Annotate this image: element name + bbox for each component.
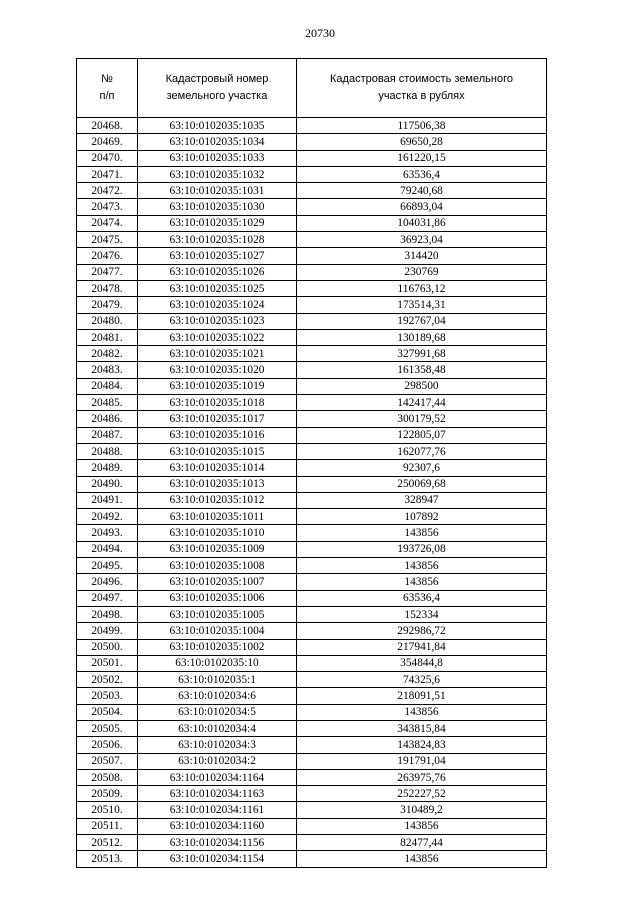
cadastral-number: 63:10:0102035:1 xyxy=(138,672,297,688)
cadastral-cost: 192767,04 xyxy=(297,313,547,329)
table-row xyxy=(77,623,547,639)
table-row xyxy=(77,215,547,231)
header-cadastral-number: Кадастровый номер земельного участка xyxy=(138,59,297,118)
header-number: № п/п xyxy=(77,59,138,118)
cadastral-cost: 63536,4 xyxy=(297,166,547,182)
table-row xyxy=(77,720,547,736)
cadastral-cost: 314420 xyxy=(297,248,547,264)
cadastral-cost: 230769 xyxy=(297,264,547,280)
cadastral-cost: 143824,83 xyxy=(297,737,547,753)
row-number: 20505. xyxy=(77,720,138,736)
row-number: 20478. xyxy=(77,280,138,296)
row-number: 20468. xyxy=(77,118,138,134)
table-row xyxy=(77,704,547,720)
cadastral-cost: 79240,68 xyxy=(297,183,547,199)
cadastral-cost: 310489,2 xyxy=(297,802,547,818)
cadastral-cost: 162077,76 xyxy=(297,443,547,459)
table-row xyxy=(77,509,547,525)
cadastral-number: 63:10:0102035:1033 xyxy=(138,150,297,166)
cadastral-number: 63:10:0102034:1163 xyxy=(138,786,297,802)
cadastral-cost: 263975,76 xyxy=(297,769,547,785)
row-number: 20471. xyxy=(77,166,138,182)
cadastral-cost: 217941,84 xyxy=(297,639,547,655)
cadastral-cost: 82477,44 xyxy=(297,835,547,851)
table-row xyxy=(77,737,547,753)
table-row xyxy=(77,525,547,541)
cadastral-cost: 343815,84 xyxy=(297,720,547,736)
cadastral-number: 63:10:0102035:1029 xyxy=(138,215,297,231)
cadastral-cost: 63536,4 xyxy=(297,590,547,606)
cadastral-number: 63:10:0102035:1007 xyxy=(138,574,297,590)
table-row xyxy=(77,280,547,296)
row-number: 20504. xyxy=(77,704,138,720)
table-row xyxy=(77,606,547,622)
row-number: 20480. xyxy=(77,313,138,329)
cadastral-cost: 252227,52 xyxy=(297,786,547,802)
table-row xyxy=(77,232,547,248)
cadastral-number: 63:10:0102034:1160 xyxy=(138,818,297,834)
row-number: 20469. xyxy=(77,134,138,150)
cadastral-cost: 300179,52 xyxy=(297,411,547,427)
row-number: 20502. xyxy=(77,672,138,688)
cadastral-cost: 122805,07 xyxy=(297,427,547,443)
cadastral-cost: 327991,68 xyxy=(297,346,547,362)
cadastral-number: 63:10:0102035:1002 xyxy=(138,639,297,655)
page-number: 20730 xyxy=(305,26,335,40)
cadastral-number: 63:10:0102035:1021 xyxy=(138,346,297,362)
cadastral-cost: 218091,51 xyxy=(297,688,547,704)
cadastral-cost: 117506,38 xyxy=(297,118,547,134)
row-number: 20495. xyxy=(77,558,138,574)
cadastral-number: 63:10:0102035:1006 xyxy=(138,590,297,606)
cadastral-cost: 292986,72 xyxy=(297,623,547,639)
table-row xyxy=(77,476,547,492)
table-row xyxy=(77,378,547,394)
row-number: 20491. xyxy=(77,492,138,508)
cadastral-number: 63:10:0102035:1025 xyxy=(138,280,297,296)
row-number: 20511. xyxy=(77,818,138,834)
cadastral-number: 63:10:0102034:4 xyxy=(138,720,297,736)
table-body xyxy=(77,118,547,868)
cadastral-number: 63:10:0102035:1018 xyxy=(138,395,297,411)
table-row xyxy=(77,574,547,590)
table-row xyxy=(77,183,547,199)
cadastral-number: 63:10:0102035:1024 xyxy=(138,297,297,313)
table-row xyxy=(77,786,547,802)
table-row xyxy=(77,199,547,215)
table-row xyxy=(77,818,547,834)
table-row xyxy=(77,835,547,851)
table-row xyxy=(77,150,547,166)
row-number: 20482. xyxy=(77,346,138,362)
cadastral-cost: 143856 xyxy=(297,818,547,834)
cadastral-cost: 92307,6 xyxy=(297,460,547,476)
cadastral-cost: 130189,68 xyxy=(297,329,547,345)
row-number: 20487. xyxy=(77,427,138,443)
cadastral-cost: 173514,31 xyxy=(297,297,547,313)
cadastral-cost: 143856 xyxy=(297,851,547,867)
row-number: 20489. xyxy=(77,460,138,476)
cadastral-number: 63:10:0102035:1027 xyxy=(138,248,297,264)
cadastral-cost: 250069,68 xyxy=(297,476,547,492)
cadastral-cost: 143856 xyxy=(297,574,547,590)
cadastral-number: 63:10:0102035:1019 xyxy=(138,378,297,394)
cadastral-number: 63:10:0102035:1034 xyxy=(138,134,297,150)
cadastral-cost: 191791,04 xyxy=(297,753,547,769)
cadastral-number: 63:10:0102035:1028 xyxy=(138,232,297,248)
row-number: 20500. xyxy=(77,639,138,655)
cadastral-number: 63:10:0102034:1154 xyxy=(138,851,297,867)
cadastral-number: 63:10:0102035:1004 xyxy=(138,623,297,639)
table-row xyxy=(77,688,547,704)
cadastral-number: 63:10:0102035:1022 xyxy=(138,329,297,345)
cadastral-cost: 298500 xyxy=(297,378,547,394)
cadastral-number: 63:10:0102034:2 xyxy=(138,753,297,769)
table-row xyxy=(77,655,547,671)
cadastral-number: 63:10:0102034:3 xyxy=(138,737,297,753)
row-number: 20486. xyxy=(77,411,138,427)
table-row xyxy=(77,329,547,345)
row-number: 20475. xyxy=(77,232,138,248)
table-row xyxy=(77,248,547,264)
cadastral-cost: 36923,04 xyxy=(297,232,547,248)
cadastral-number: 63:10:0102035:1008 xyxy=(138,558,297,574)
row-number: 20479. xyxy=(77,297,138,313)
row-number: 20472. xyxy=(77,183,138,199)
row-number: 20499. xyxy=(77,623,138,639)
table-row xyxy=(77,851,547,867)
cadastral-number: 63:10:0102034:1156 xyxy=(138,835,297,851)
cadastral-number: 63:10:0102035:1011 xyxy=(138,509,297,525)
table-row xyxy=(77,639,547,655)
table-row xyxy=(77,362,547,378)
table-row xyxy=(77,264,547,280)
row-number: 20481. xyxy=(77,329,138,345)
cadastral-number: 63:10:0102034:1161 xyxy=(138,802,297,818)
row-number: 20474. xyxy=(77,215,138,231)
cadastral-cost: 328947 xyxy=(297,492,547,508)
cadastral-number: 63:10:0102034:5 xyxy=(138,704,297,720)
row-number: 20490. xyxy=(77,476,138,492)
row-number: 20477. xyxy=(77,264,138,280)
cadastral-number: 63:10:0102035:1012 xyxy=(138,492,297,508)
cadastral-cost: 354844,8 xyxy=(297,655,547,671)
cadastral-number: 63:10:0102035:1030 xyxy=(138,199,297,215)
cadastral-cost: 66893,04 xyxy=(297,199,547,215)
row-number: 20498. xyxy=(77,606,138,622)
row-number: 20510. xyxy=(77,802,138,818)
table-row xyxy=(77,427,547,443)
table-row xyxy=(77,166,547,182)
cadastral-number: 63:10:0102035:1032 xyxy=(138,166,297,182)
table-row xyxy=(77,313,547,329)
row-number: 20508. xyxy=(77,769,138,785)
row-number: 20513. xyxy=(77,851,138,867)
table-row xyxy=(77,346,547,362)
row-number: 20485. xyxy=(77,395,138,411)
row-number: 20509. xyxy=(77,786,138,802)
cadastral-cost: 143856 xyxy=(297,525,547,541)
row-number: 20494. xyxy=(77,541,138,557)
row-number: 20493. xyxy=(77,525,138,541)
row-number: 20492. xyxy=(77,509,138,525)
cadastral-number: 63:10:0102035:1020 xyxy=(138,362,297,378)
cadastral-cost: 69650,28 xyxy=(297,134,547,150)
table-row xyxy=(77,443,547,459)
cadastral-number: 63:10:0102035:1016 xyxy=(138,427,297,443)
cadastral-number: 63:10:0102035:1013 xyxy=(138,476,297,492)
row-number: 20496. xyxy=(77,574,138,590)
row-number: 20503. xyxy=(77,688,138,704)
table-row xyxy=(77,395,547,411)
row-number: 20501. xyxy=(77,655,138,671)
table-row xyxy=(77,590,547,606)
table-header-row xyxy=(77,59,547,118)
cadastral-number: 63:10:0102035:1026 xyxy=(138,264,297,280)
table-row xyxy=(77,297,547,313)
cadastral-number: 63:10:0102035:1010 xyxy=(138,525,297,541)
row-number: 20497. xyxy=(77,590,138,606)
table-row xyxy=(77,802,547,818)
row-number: 20507. xyxy=(77,753,138,769)
cadastral-number: 63:10:0102034:6 xyxy=(138,688,297,704)
table-row xyxy=(77,460,547,476)
row-number: 20483. xyxy=(77,362,138,378)
cadastral-cost: 116763,12 xyxy=(297,280,547,296)
cadastral-number: 63:10:0102035:1035 xyxy=(138,118,297,134)
table-row xyxy=(77,541,547,557)
cadastral-cost: 143856 xyxy=(297,558,547,574)
cadastral-cost: 152334 xyxy=(297,606,547,622)
cadastral-cost: 161220,15 xyxy=(297,150,547,166)
cadastral-cost: 107892 xyxy=(297,509,547,525)
row-number: 20488. xyxy=(77,443,138,459)
cadastral-number: 63:10:0102035:1031 xyxy=(138,183,297,199)
cadastral-number: 63:10:0102035:1015 xyxy=(138,443,297,459)
table-row xyxy=(77,134,547,150)
cadastral-cost: 74325,6 xyxy=(297,672,547,688)
row-number: 20484. xyxy=(77,378,138,394)
cadastral-value-table xyxy=(76,58,547,868)
cadastral-number: 63:10:0102035:1009 xyxy=(138,541,297,557)
cadastral-number: 63:10:0102035:1014 xyxy=(138,460,297,476)
table-row xyxy=(77,753,547,769)
cadastral-cost: 104031,86 xyxy=(297,215,547,231)
row-number: 20470. xyxy=(77,150,138,166)
row-number: 20476. xyxy=(77,248,138,264)
table-row xyxy=(77,411,547,427)
row-number: 20473. xyxy=(77,199,138,215)
cadastral-number: 63:10:0102035:1017 xyxy=(138,411,297,427)
header-cadastral-cost: Кадастровая стоимость земельного участка в рублях xyxy=(297,59,547,118)
cadastral-cost: 143856 xyxy=(297,704,547,720)
cadastral-number: 63:10:0102034:1164 xyxy=(138,769,297,785)
cadastral-cost: 142417,44 xyxy=(297,395,547,411)
cadastral-number: 63:10:0102035:10 xyxy=(138,655,297,671)
cadastral-number: 63:10:0102035:1005 xyxy=(138,606,297,622)
table-row xyxy=(77,769,547,785)
row-number: 20506. xyxy=(77,737,138,753)
cadastral-cost: 161358,48 xyxy=(297,362,547,378)
row-number: 20512. xyxy=(77,835,138,851)
table-row xyxy=(77,492,547,508)
cadastral-cost: 193726,08 xyxy=(297,541,547,557)
table-row xyxy=(77,672,547,688)
cadastral-number: 63:10:0102035:1023 xyxy=(138,313,297,329)
table-row xyxy=(77,118,547,134)
table-row xyxy=(77,558,547,574)
